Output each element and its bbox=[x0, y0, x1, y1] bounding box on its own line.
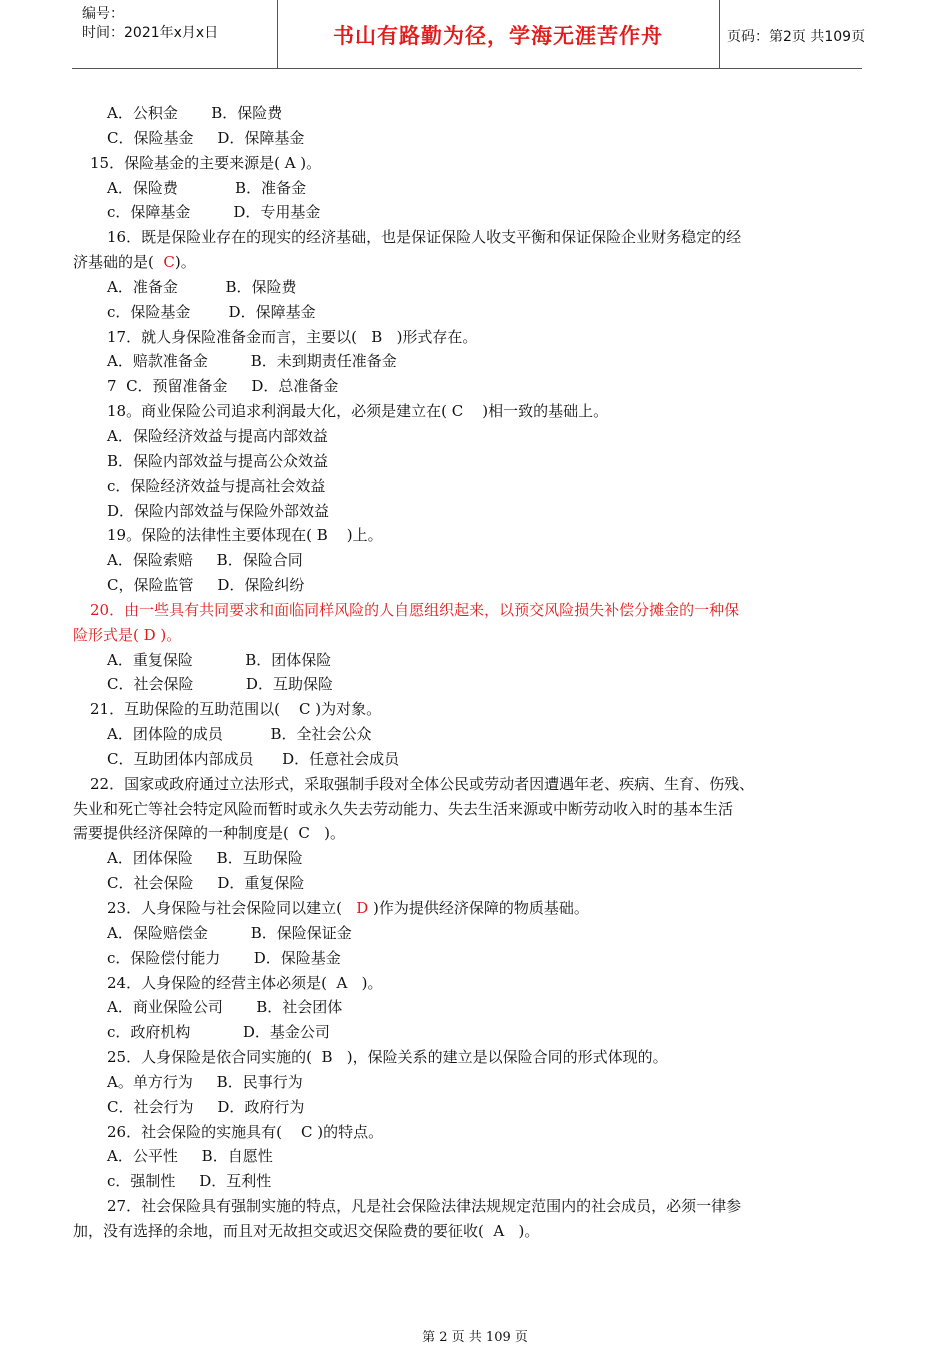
text-line bbox=[0, 946, 950, 971]
text-line bbox=[0, 921, 950, 946]
line-text: 济基础的是( bbox=[73, 253, 164, 272]
text-line bbox=[0, 225, 950, 250]
line-text: 25．人身保险是依合同实施的( B )，保险关系的建立是以保险合同的形式体现的。 bbox=[107, 1048, 668, 1067]
text-line bbox=[0, 697, 950, 722]
page-footer: 第 2 页 共 109 页 bbox=[422, 1330, 528, 1345]
text-line bbox=[0, 672, 950, 697]
line-text: c．强制性 D．互利性 bbox=[107, 1172, 272, 1191]
text-line bbox=[0, 399, 950, 424]
text-line bbox=[0, 722, 950, 747]
line-text: A．团体保险 B．互助保险 bbox=[107, 849, 303, 868]
line-text: c．保险基金 D．保障基金 bbox=[107, 302, 316, 321]
header-right-cell bbox=[719, 0, 866, 68]
line-text: c．保险偿付能力 D．保险基金 bbox=[107, 948, 341, 967]
text-line bbox=[0, 1169, 950, 1194]
text-line bbox=[0, 1120, 950, 1145]
line-text: A．商业保险公司 B．社会团体 bbox=[107, 998, 343, 1017]
time-label: 时间：2021年x月x日 bbox=[82, 25, 219, 41]
line-text: c．保险经济效益与提高社会效益 bbox=[107, 476, 326, 495]
line-text: A．保险索赔 B．保险合同 bbox=[107, 551, 303, 570]
line-text: 7 C．预留准备金 D．总准备金 bbox=[107, 377, 339, 396]
text-line bbox=[0, 623, 950, 648]
line-text: 16．既是保险业存在的现实的经济基础，也是保证保险人收支平衡和保证保险企业财务稳定的经 bbox=[107, 228, 742, 247]
line-text: C．社会保险 D．重复保险 bbox=[107, 874, 305, 893]
text-line bbox=[0, 176, 950, 201]
line-text: A．保险费 B．准备金 bbox=[107, 178, 307, 197]
line-text: C，保险监管 D．保险纠纷 bbox=[107, 576, 305, 595]
text-line bbox=[0, 1144, 950, 1169]
line-text: c．政府机构 D．基金公司 bbox=[107, 1023, 330, 1042]
answer-highlight: C bbox=[163, 253, 175, 272]
text-line bbox=[0, 747, 950, 772]
line-text: 19。保险的法律性主要体现在( B )上。 bbox=[107, 526, 383, 545]
text-line bbox=[0, 772, 950, 797]
line-text: D．保险内部效益与保险外部效益 bbox=[107, 501, 330, 520]
line-text: 26．社会保险的实施具有( C )的特点。 bbox=[107, 1122, 384, 1141]
line-text: 15．保险基金的主要来源是( A )。 bbox=[90, 153, 322, 172]
line-text: B．保险内部效益与提高公众效益 bbox=[107, 451, 329, 470]
line-text: 24．人身保险的经营主体必须是( A )。 bbox=[107, 973, 383, 992]
text-line bbox=[0, 1095, 950, 1120]
answer-highlight: D bbox=[356, 899, 369, 917]
text-line bbox=[0, 499, 950, 524]
line-text: C．互助团体内部成员 D．任意社会成员 bbox=[107, 749, 400, 768]
header-left-cell bbox=[72, 0, 278, 68]
line-text: 18。商业保险公司追求利润最大化，必须是建立在( C )相一致的基础上。 bbox=[107, 402, 609, 421]
line-text: A．准备金 B．保险费 bbox=[107, 277, 297, 296]
line-text: 险形式是( D )。 bbox=[73, 625, 182, 644]
line-text: 17．就人身保险准备金而言，主要以( B )形式存在。 bbox=[107, 327, 478, 346]
text-line bbox=[0, 1045, 950, 1070]
header-middle-cell bbox=[277, 0, 720, 68]
line-text: 20．由一些具有共同要求和面临同样风险的人自愿组织起来，以预交风险损失补偿分摊金的一种保 bbox=[90, 600, 740, 619]
text-line bbox=[0, 1020, 950, 1045]
line-text: 需要提供经济保障的一种制度是( C )。 bbox=[73, 824, 346, 843]
line-text: A．公积金 B．保险费 bbox=[107, 104, 283, 122]
text-line bbox=[0, 474, 950, 499]
text-line bbox=[0, 995, 950, 1020]
line-text: 失业和死亡等社会特定风险而暂时或永久失去劳动能力、失去生活来源或中断劳动收入时的基本生活 bbox=[73, 799, 734, 818]
line-text: A．保险赔偿金 B．保险保证金 bbox=[107, 923, 352, 942]
text-line bbox=[0, 1194, 950, 1219]
text-line bbox=[0, 151, 950, 176]
page-info: 页码：第2页 共109页 bbox=[727, 29, 866, 45]
line-text: A．公平性 B．自愿性 bbox=[107, 1147, 273, 1166]
line-text: A．赔款准备金 B．未到期责任准备金 bbox=[107, 352, 397, 371]
header-motto: 书山有路勤为径，学海无涯苦作舟 bbox=[333, 24, 663, 48]
text-line bbox=[0, 548, 950, 573]
text-line bbox=[0, 1070, 950, 1095]
line-text: A．团体险的成员 B．全社会公众 bbox=[107, 725, 372, 744]
text-line bbox=[0, 275, 950, 300]
text-line bbox=[0, 598, 950, 623]
text-line bbox=[0, 797, 950, 822]
text-line bbox=[0, 374, 950, 399]
text-line bbox=[0, 449, 950, 474]
line-tail: )作为提供经济保障的物质基础。 bbox=[368, 899, 589, 917]
text-line bbox=[0, 126, 950, 151]
text-line bbox=[0, 846, 950, 871]
text-line bbox=[0, 300, 950, 325]
line-text: C．社会行为 D．政府行为 bbox=[107, 1097, 305, 1116]
line-text: C．社会保险 D．互助保险 bbox=[107, 675, 333, 694]
line-text: A．保险经济效益与提高内部效益 bbox=[107, 426, 328, 445]
text-line bbox=[0, 424, 950, 449]
text-line bbox=[0, 523, 950, 548]
text-line bbox=[0, 200, 950, 225]
text-line bbox=[0, 573, 950, 598]
number-label: 编号： bbox=[82, 6, 124, 22]
text-line bbox=[0, 971, 950, 996]
line-text: 加，没有选择的余地，而且对无故担交或迟交保险费的要征收( A )。 bbox=[73, 1221, 540, 1240]
line-text: 22．国家或政府通过立法形式，采取强制手段对全体公民或劳动者因遭遇年老、疾病、生育、伤残、 bbox=[90, 774, 755, 793]
text-line bbox=[0, 821, 950, 846]
text-line bbox=[0, 1219, 950, 1244]
text-line bbox=[0, 871, 950, 896]
line-tail: )。 bbox=[174, 253, 196, 272]
document-body bbox=[0, 101, 950, 1244]
line-text: 23．人身保险与社会保险同以建立( bbox=[107, 899, 357, 917]
text-line bbox=[0, 250, 950, 275]
line-text: 21．互助保险的互助范围以( C )为对象。 bbox=[90, 700, 382, 719]
line-text: c．保障基金 D．专用基金 bbox=[107, 203, 321, 222]
text-line bbox=[0, 349, 950, 374]
line-text: A。单方行为 B．民事行为 bbox=[107, 1072, 303, 1091]
text-line bbox=[0, 896, 950, 921]
line-text: A．重复保险 B．团体保险 bbox=[107, 650, 332, 669]
page-header bbox=[72, 0, 866, 69]
text-line bbox=[0, 325, 950, 350]
line-text: C．保险基金 D．保障基金 bbox=[107, 128, 305, 147]
text-line bbox=[0, 101, 950, 126]
line-text: 27．社会保险具有强制实施的特点，凡是社会保险法律法规规定范围内的社会成员，必须一律参 bbox=[107, 1197, 742, 1216]
text-line bbox=[0, 648, 950, 673]
